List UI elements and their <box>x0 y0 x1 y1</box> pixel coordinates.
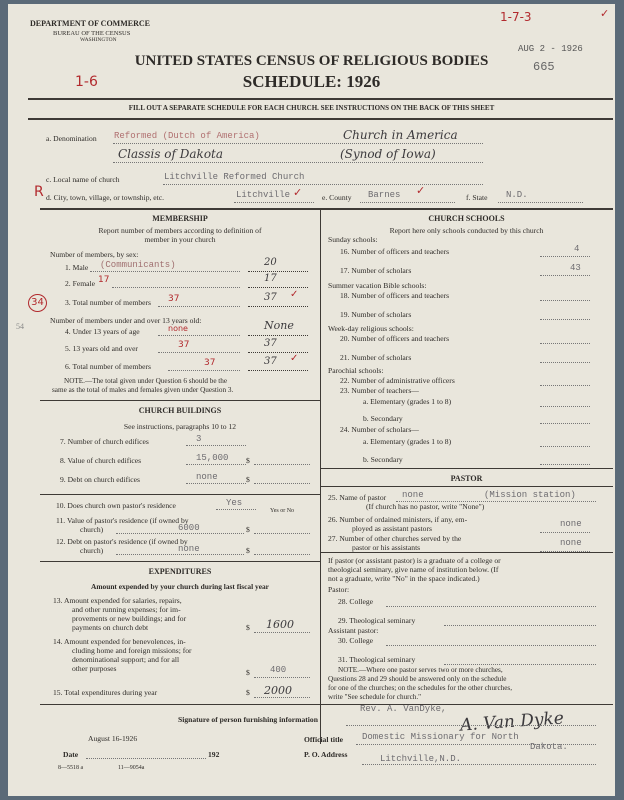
q29-field[interactable] <box>444 625 596 626</box>
rule <box>320 468 613 469</box>
q19-field[interactable] <box>540 319 590 320</box>
date-value: August 16-1926 <box>88 734 138 743</box>
q13-dollar: $ <box>246 623 250 632</box>
q14-field[interactable] <box>254 677 310 678</box>
pastor-note-1: NOTE.—Where one pastor serves two or more churches, <box>338 666 503 674</box>
q9-dollar: $ <box>246 475 250 484</box>
q14-dollar: $ <box>246 668 250 677</box>
date-label: Date <box>63 750 79 759</box>
q20-label: 20. Number of officers and teachers <box>340 334 450 343</box>
county-check: ✓ <box>416 184 426 197</box>
q6-value: 37 <box>264 356 277 367</box>
q3-label: 3. Total number of members <box>65 298 152 307</box>
q12-label-b: church) <box>80 546 104 555</box>
assistant-label: Assistant pastor: <box>328 626 379 635</box>
ref-top: 1-7-3 <box>500 10 532 24</box>
po-address-label: P. O. Address <box>304 750 348 759</box>
pastor-note-3: for one of the churches; on the schedules for the other churches, <box>328 684 513 692</box>
city-label: d. City, town, village, or township, etc. <box>46 193 165 202</box>
parochial-label: Parochial schools: <box>328 366 384 375</box>
expenditures-intro: Amount expended by your church during last fiscal year <box>91 582 269 591</box>
q30-label: 30. College <box>338 636 374 645</box>
q10-label: 10. Does church own pastor's residence <box>56 501 176 510</box>
city: WASHINGTON <box>80 37 117 43</box>
grad-intro-2: theological seminary, give name of institution below. (If <box>328 565 499 574</box>
q8-amount[interactable] <box>254 464 310 465</box>
rule <box>40 400 320 401</box>
red-mark: 1-6 <box>75 74 98 90</box>
q7-field[interactable] <box>186 445 246 446</box>
q25-hint: (If church has no pastor, write "None") <box>366 502 485 511</box>
signer-typed: Rev. A. VanDyke, <box>360 704 447 714</box>
q27-label-a: 27. Number of other churches served by the <box>328 534 462 543</box>
q1-value: 20 <box>264 257 277 268</box>
local-name-line[interactable] <box>163 184 483 185</box>
official-title-value-2: Dakota. <box>530 742 568 752</box>
pastor-note-2: Questions 28 and 29 should be answered only on the schedule <box>328 675 507 683</box>
q16-value: 4 <box>574 244 580 254</box>
department: DEPARTMENT OF COMMERCE <box>30 19 151 28</box>
q13-line3: provements or new buildings; and for <box>72 614 187 623</box>
age-intro: Number of members under and over 13 years old: <box>50 316 202 325</box>
q22-field[interactable] <box>540 385 590 386</box>
q6-label: 6. Total number of members <box>65 362 152 371</box>
q2-value: 17 <box>264 273 277 284</box>
pastor-note-4: write "See schedule for church." <box>328 693 422 701</box>
q26-value: none <box>560 519 582 529</box>
yes-no-hint: Yes or No <box>270 508 295 514</box>
classis-line[interactable] <box>113 162 483 163</box>
q12-dollar: $ <box>246 546 250 555</box>
local-name-label: c. Local name of church <box>46 175 120 184</box>
q15-value: 2000 <box>264 684 292 697</box>
q12-field[interactable] <box>116 554 244 555</box>
q25-value: none <box>402 490 424 500</box>
q6-field[interactable] <box>248 370 308 371</box>
state-value: N.D. <box>506 190 528 200</box>
q3-typed: 37 <box>168 294 180 304</box>
margin-note: 54 <box>16 322 24 331</box>
classis-hand: Classis of Dakota <box>118 147 224 161</box>
expenditures-heading: EXPENDITURES <box>148 567 212 576</box>
q13-line1: 13. Amount expended for salaries, repairs, <box>53 596 182 605</box>
q20-field[interactable] <box>540 343 590 344</box>
q12-value: none <box>178 544 200 554</box>
date-stamp: AUG 2 - 1926 <box>518 44 583 54</box>
denomination-label: a. Denomination <box>46 134 97 143</box>
q17-value: 43 <box>570 263 581 273</box>
rule <box>28 98 613 100</box>
q3-check: ✓ <box>290 289 299 300</box>
q14-line1: 14. Amount expended for benevolences, in- <box>53 637 186 646</box>
q13-line4: payments on church debt <box>72 623 149 632</box>
year-suffix: 192 <box>208 750 220 759</box>
grad-intro-3: not a graduate, write "No" in the space indicated.) <box>328 574 480 583</box>
q5-value: 37 <box>264 338 277 349</box>
q22-label: 22. Number of administrative officers <box>340 376 455 385</box>
official-title-label: Official title <box>304 735 344 744</box>
state-label: f. State <box>466 193 488 202</box>
buildings-intro: See instructions, paragraphs 10 to 12 <box>123 422 237 431</box>
q21-field[interactable] <box>540 362 590 363</box>
q7-value: 3 <box>196 434 202 444</box>
members-by-sex: Number of members, by sex: <box>50 250 139 259</box>
q15-field[interactable] <box>254 697 310 698</box>
membership-intro2: member in your church <box>144 235 216 244</box>
q5-typed: 37 <box>178 340 190 350</box>
summer-label: Summer vacation Bible schools: <box>328 281 427 290</box>
form-number: 8—5518 a <box>58 765 84 771</box>
membership-heading: MEMBERSHIP <box>152 214 208 223</box>
q1-leader <box>90 271 240 272</box>
q2-typed: 17 <box>98 275 110 285</box>
q25-note: (Mission station) <box>484 490 576 500</box>
q24a-label: a. Elementary (grades 1 to 8) <box>363 437 452 446</box>
po-address-value: Litchville,N.D. <box>380 754 462 764</box>
q17-label: 17. Number of scholars <box>340 266 412 275</box>
q3-leader <box>158 306 240 307</box>
q9-value: none <box>196 472 218 482</box>
grad-intro-1: If pastor (or assistant pastor) is a graduate of a college or <box>328 556 501 565</box>
q26-label-a: 26. Number of ordained ministers, if any, em- <box>328 515 468 524</box>
q4-field[interactable] <box>248 335 308 336</box>
q11-amount[interactable] <box>254 533 310 534</box>
signature-label: Signature of person furnishing information <box>178 715 318 724</box>
q26-field[interactable] <box>540 532 590 533</box>
membership-intro1: Report number of members according to definition of <box>98 226 262 235</box>
q16-field[interactable] <box>540 256 590 257</box>
q24b-field[interactable] <box>540 464 590 465</box>
q10-value: Yes <box>226 498 243 508</box>
q18-label: 18. Number of officers and teachers <box>340 291 450 300</box>
schools-heading: CHURCH SCHOOLS <box>428 214 505 223</box>
q24a-field[interactable] <box>540 446 590 447</box>
instruction: FILL OUT A SEPARATE SCHEDULE FOR EACH CHURCH. SEE INSTRUCTIONS ON THE BACK OF THIS SHEET <box>128 104 495 112</box>
q13-value: 1600 <box>266 618 294 631</box>
signature-hand: A. Van Dyke <box>459 708 565 736</box>
q27-label-b: pastor or his assistants <box>352 543 421 552</box>
denomination-line[interactable] <box>113 143 483 144</box>
q23b-label: b. Secondary <box>363 414 403 423</box>
county-label: e. County <box>322 193 352 202</box>
q11-label-a: 11. Value of pastor's residence (if owned by <box>56 516 189 525</box>
denomination-hand: Church in America <box>343 128 458 142</box>
q28-field[interactable] <box>386 606 596 607</box>
q17-field[interactable] <box>540 275 590 276</box>
q5-label: 5. 13 years old and over <box>65 344 138 353</box>
q18-field[interactable] <box>540 300 590 301</box>
rule <box>320 552 613 553</box>
q23a-label: a. Elementary (grades 1 to 8) <box>363 397 452 406</box>
q14-line4: other purposes <box>72 664 117 673</box>
rule <box>40 494 320 495</box>
q14-value: 400 <box>270 665 287 675</box>
date-field[interactable] <box>86 758 206 759</box>
q2-field[interactable] <box>248 287 308 288</box>
margin-circle: 34 <box>28 294 47 312</box>
q15-dollar: $ <box>246 688 250 697</box>
q12-amount[interactable] <box>254 554 310 555</box>
frame-bottom <box>40 704 613 705</box>
q23b-field[interactable] <box>540 423 590 424</box>
bureau: BUREAU OF THE CENSUS <box>53 30 131 37</box>
q6-leader <box>168 370 240 371</box>
q27-value: none <box>560 538 582 548</box>
q13-line2: and other running expenses; for im- <box>72 605 181 614</box>
q19-label: 19. Number of scholars <box>340 310 412 319</box>
county-line[interactable] <box>360 202 455 203</box>
q25-label: 25. Name of pastor <box>328 493 387 502</box>
q12-label-a: 12. Debt on pastor's residence (if owned by <box>56 537 188 546</box>
city-value: Litchville <box>236 190 291 200</box>
pastor-label: Pastor: <box>328 585 350 594</box>
q3-field[interactable] <box>248 306 308 307</box>
q5-field[interactable] <box>248 352 308 353</box>
po-address-field[interactable] <box>362 764 596 765</box>
q2-leader <box>112 287 240 288</box>
frame-top <box>40 208 613 210</box>
q9-label: 9. Debt on church edifices <box>60 475 140 484</box>
census-form <box>8 4 615 796</box>
city-check: ✓ <box>293 186 303 199</box>
q6-check: ✓ <box>290 353 299 364</box>
q9-field[interactable] <box>186 483 246 484</box>
q21-label: 21. Number of scholars <box>340 353 412 362</box>
rule <box>40 561 320 562</box>
q8-value: 15,000 <box>196 453 229 463</box>
q24-label: 24. Number of scholars— <box>340 425 419 434</box>
q5-leader <box>158 352 240 353</box>
q7-label: 7. Number of church edifices <box>60 437 149 446</box>
membership-note2: same as the total of males and females given under Question 3. <box>52 386 234 394</box>
pastor-heading: PASTOR <box>450 474 483 483</box>
county-value: Barnes <box>368 190 401 200</box>
sunday-label: Sunday schools: <box>328 235 378 244</box>
q23-label: 23. Number of teachers— <box>340 386 419 395</box>
q14-line3: denominational support; and for all <box>72 655 180 664</box>
q14-line2: cluding home and foreign missions; for <box>72 646 192 655</box>
q3-value: 37 <box>264 292 277 303</box>
signature-field[interactable] <box>346 725 596 726</box>
q30-field[interactable] <box>386 645 596 646</box>
q31-field[interactable] <box>444 664 596 665</box>
denomination-typed: Reformed (Dutch of America) <box>114 131 260 141</box>
synod-hand: (Synod of Iowa) <box>340 147 436 161</box>
q11-value: 6000 <box>178 523 200 533</box>
q4-typed: none <box>168 324 188 333</box>
print-number: 11—9054a <box>118 765 145 771</box>
q26-label-b: ployed as assistant pastors <box>352 524 432 533</box>
buildings-heading: CHURCH BUILDINGS <box>138 406 222 415</box>
q1-field[interactable] <box>248 271 308 272</box>
q1-label: 1. Male <box>65 263 89 272</box>
q29-label: 29. Theological seminary <box>338 616 416 625</box>
q1-typed: (Communicants) <box>100 260 176 270</box>
q4-leader <box>158 335 240 336</box>
city-line[interactable] <box>234 202 314 203</box>
rule <box>28 118 613 120</box>
q13-field[interactable] <box>254 632 310 633</box>
q28-label: 28. College <box>338 597 374 606</box>
q8-label: 8. Value of church edifices <box>60 456 142 465</box>
q31-label: 31. Theological seminary <box>338 655 416 664</box>
form-title: UNITED STATES CENSUS OF RELIGIOUS BODIES <box>134 53 489 69</box>
red-r: R <box>34 184 44 200</box>
check-mark-top: ✓ <box>600 7 610 20</box>
q8-dollar: $ <box>246 456 250 465</box>
q2-label: 2. Female <box>65 279 95 288</box>
q11-field[interactable] <box>116 533 244 534</box>
weekday-label: Week-day religious schools: <box>328 324 414 333</box>
official-title-value: Domestic Missionary for North <box>362 732 519 742</box>
state-line[interactable] <box>498 202 583 203</box>
q16-label: 16. Number of officers and teachers <box>340 247 450 256</box>
q4-label: 4. Under 13 years of age <box>65 327 140 336</box>
q8-field[interactable] <box>186 464 246 465</box>
membership-note1: NOTE.—The total given under Question 6 should be the <box>64 377 228 385</box>
q11-dollar: $ <box>246 525 250 534</box>
q15-label: 15. Total expenditures during year <box>53 688 158 697</box>
q10-field[interactable] <box>216 509 256 510</box>
schedule-title: SCHEDULE: 1926 <box>242 72 381 91</box>
rule <box>320 486 613 487</box>
q9-amount[interactable] <box>254 483 310 484</box>
schools-intro: Report here only schools conducted by this church <box>389 226 544 235</box>
local-name-value: Litchville Reformed Church <box>164 172 305 182</box>
q24b-label: b. Secondary <box>363 455 403 464</box>
stamp-number: 665 <box>533 60 555 74</box>
q4-value: None <box>264 319 294 332</box>
q23a-field[interactable] <box>540 406 590 407</box>
q6-typed: 37 <box>204 358 216 368</box>
q11-label-b: church) <box>80 525 104 534</box>
